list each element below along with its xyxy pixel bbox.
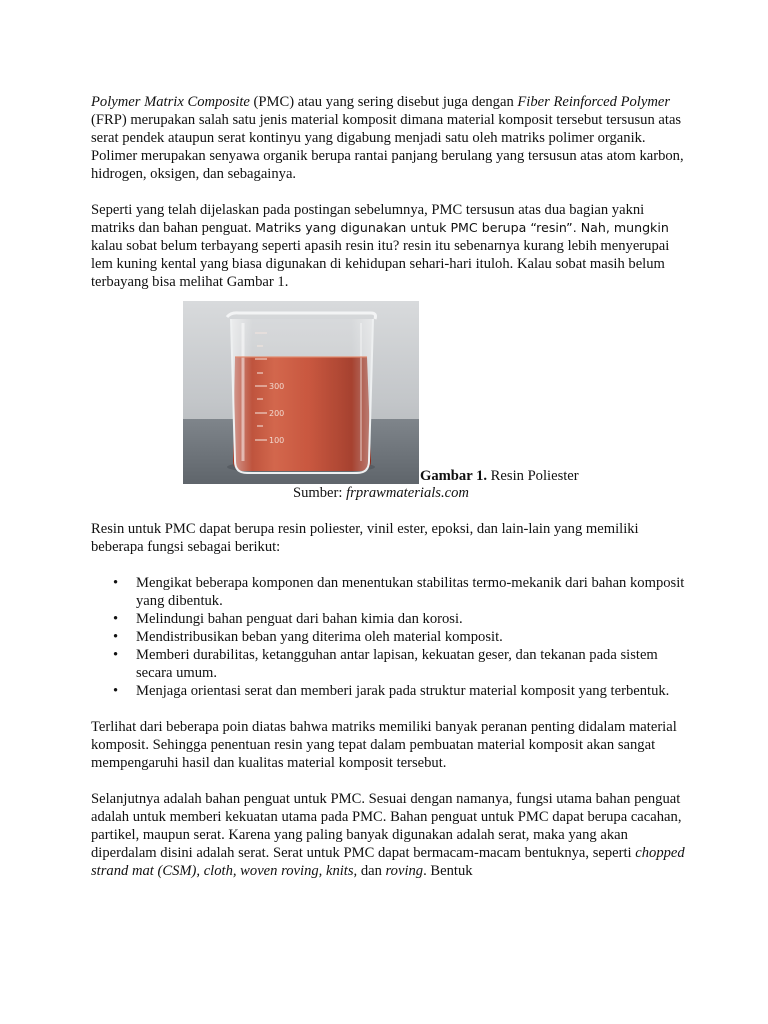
list-item: • Mengikat beberapa komponen dan menentukan stabilitas termo-mekanik dari bahan komposit yang dibentuk. — [113, 575, 685, 609]
list-item: • Memberi durabilitas, ketangguhan antar lapisan, kekuatan geser, dan tekanan pada sistem secara umum. — [113, 647, 658, 681]
paragraph-intro: Polymer Matrix Composite (PMC) atau yang sering disebut juga dengan Fiber Reinforced Polymer (FRP) merupakan salah satu jenis material komposit dimana material komposit tersebut tersusun atas serat pendek ataupun serat kontinyu yang digabung menjadi satu oleh matriks polimer organik. Polimer merupakan senyawa organik berupa rantai panjang berulang yang tersusun atas atom karbon, hidrogen, oksigen, dan sebagainya. — [91, 94, 684, 182]
resin-beaker-photo — [183, 301, 419, 484]
document-body — [91, 93, 691, 880]
figure-1 — [91, 301, 691, 484]
paragraph-matrix-role: Terlihat dari beberapa poin diatas bahwa matriks memiliki banyak peranan penting didalam material komposit. Sehingga penentuan resin yang tepat dalam pembuatan material komposit akan sangat mempengaruhi hasil dan kualitas material komposit tersebut. — [91, 719, 677, 771]
paragraph-resin-types: Resin untuk PMC dapat berupa resin poliester, vinil ester, epoksi, dan lain-lain yang memiliki beberapa fungsi sebagai berikut: — [91, 521, 639, 555]
list-item: • Melindungi bahan penguat dari bahan kimia dan korosi. — [113, 611, 463, 627]
figure-source: Sumber: frprawmaterials.com — [293, 485, 469, 501]
paragraph-reinforcement: Selanjutnya adalah bahan penguat untuk PMC. Sesuai dengan namanya, fungsi utama bahan penguat adalah untuk memberi kekuatan utama pada PMC. Bahan penguat untuk PMC dapat berupa cacahan, partikel, maupun serat. Karena yang paling banyak digunakan adalah serat, maka yang akan diperdalam disini adalah serat. Serat untuk PMC dapat bermacam-macam bentuknya, seperti chopped strand mat (CSM), cloth, woven roving, knits, dan roving. Bentuk — [91, 791, 685, 879]
list-item: • Mendistribusikan beban yang diterima oleh material komposit. — [113, 629, 503, 645]
paragraph-resin-intro: Seperti yang telah dijelaskan pada postingan sebelumnya, PMC tersusun atas dua bagian yakni matriks dan bahan penguat. Matriks yang digunakan untuk PMC berupa “resin”. Nah, mungkin kalau sobat belum terbayang seperti apasih resin itu? resin itu sebenarnya kurang lebih menyerupai lem kuning kental yang biasa digunakan di kehidupan sehari-hari ituloh. Kalau sobat masih belum terbayang bisa melihat Gambar 1. — [91, 202, 670, 290]
list-item: • Menjaga orientasi serat dan memberi jarak pada struktur material komposit yang terbentuk. — [113, 683, 670, 699]
term-pmc: Polymer Matrix Composite — [91, 94, 250, 110]
figure-caption: Gambar 1. Resin Poliester — [420, 468, 579, 484]
beaker-mark-300: 300 — [269, 382, 285, 391]
beaker-mark-100: 100 — [269, 436, 285, 445]
resin-function-list — [91, 574, 691, 700]
term-frp: Fiber Reinforced Polymer — [517, 94, 671, 110]
beaker-mark-200: 200 — [269, 409, 285, 418]
source-site: frprawmaterials.com — [346, 485, 469, 501]
